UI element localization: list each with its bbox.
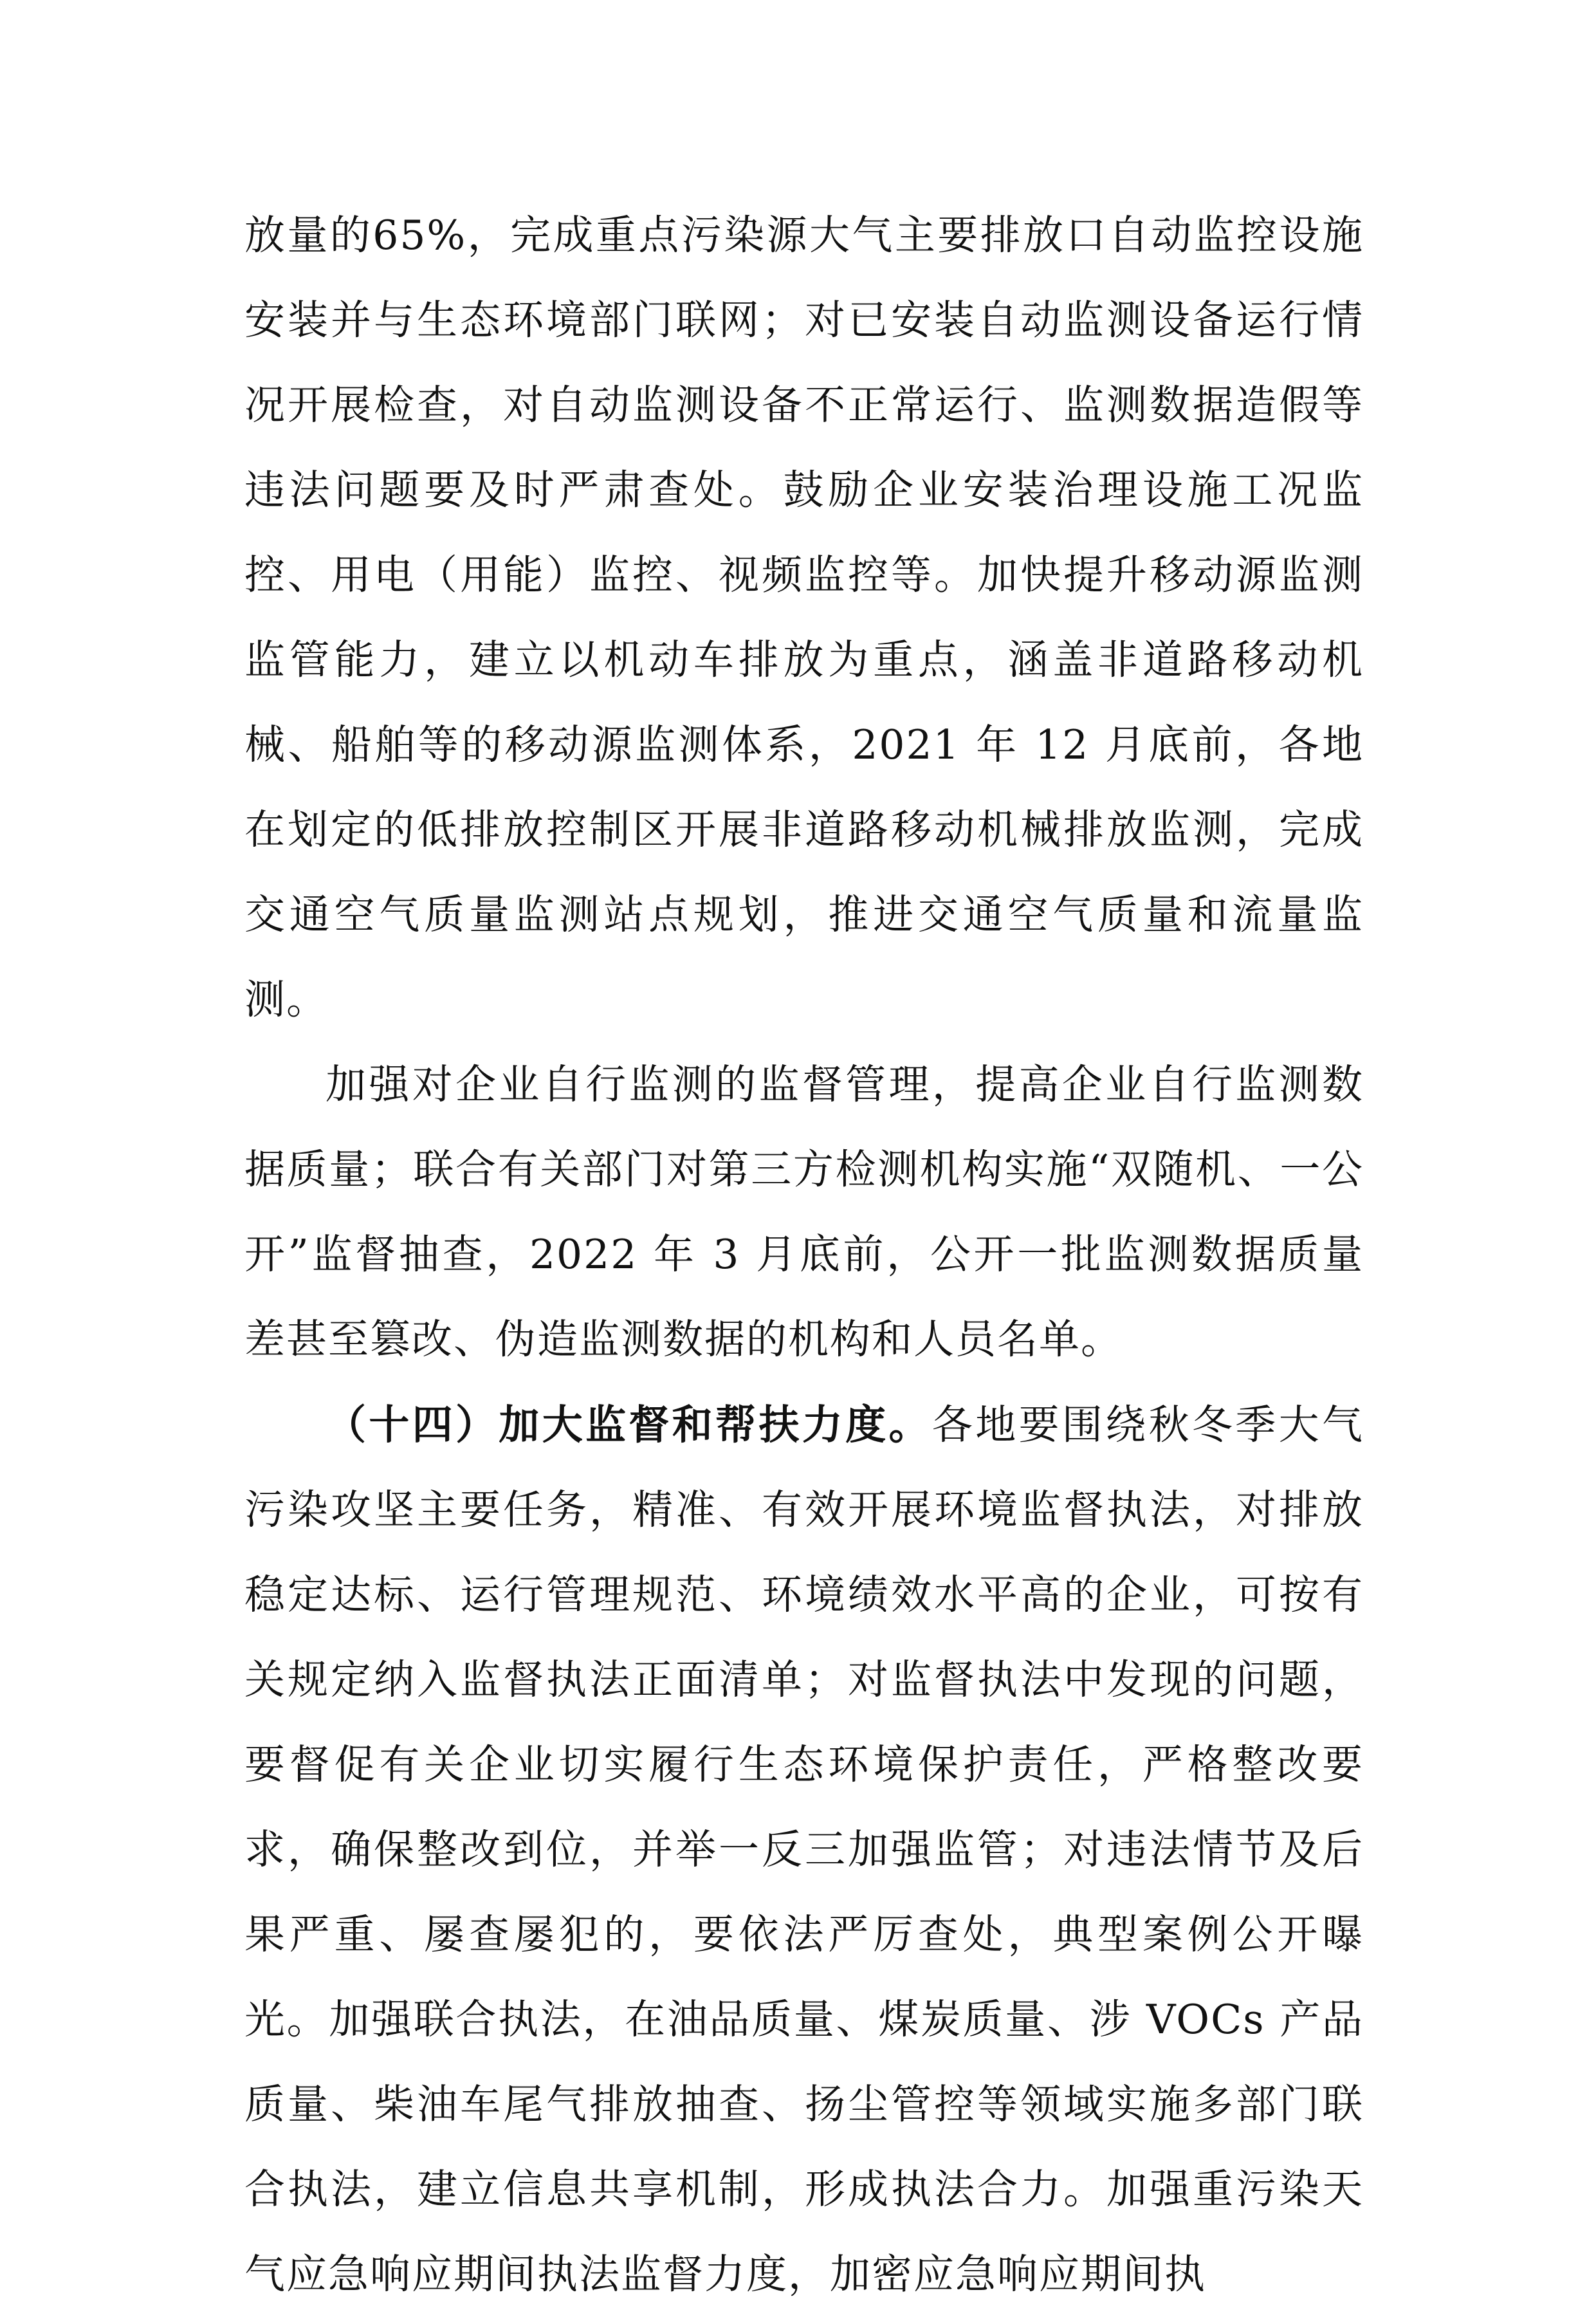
paragraph-text: 放量的65%，完成重点污染源大气主要排放口自动监控设施安装并与生态环境部门联网；对已安装自动监测设备运行情况开展检查，对自动监测设备不正常运行、监测数据造假等违法问题要及时严肃查处。鼓励企业安装治理设施工况监控、用电（用能）监控、视频监控等。加快提升移动源监测监管能力，建立以机动车排放为重点，涵盖非道路移动机械、船舶等的移动源监测体系，2021 年 12 月底前，各地在划定的低排放控制区开展非道路移动机械排放监测，完成交通空气质量监测站点规划，推进交通空气质量和流量监测。 [244,212,1364,1023]
section-heading-inline: （十四）加大监督和帮扶力度。 [326,1401,932,1448]
paragraph-section-14 [244,1382,1364,2317]
paragraph-text: 加强对企业自行监测的监督管理，提高企业自行监测数据质量；联合有关部门对第三方检测机构实施“双随机、一公开”监督抽查，2022 年 3 月底前，公开一批监测数据质量差甚至篡改、伪造监测数据的机构和人员名单。 [244,1061,1364,1363]
paragraph-self-monitoring [244,1042,1364,1382]
document-body [244,193,1364,2317]
paragraph-continued [244,193,1364,1042]
paragraph-text: 各地要围绕秋冬季大气污染攻坚主要任务，精准、有效开展环境监督执法，对排放稳定达标、运行管理规范、环境绩效水平高的企业，可按有关规定纳入监督执法正面清单；对监督执法中发现的问题，要督促有关企业切实履行生态环境保护责任，严格整改要求，确保整改到位，并举一反三加强监管；对违法情节及后果严重、屡查屡犯的，要依法严厉查处，典型案例公开曝光。加强联合执法，在油品质量、煤炭质量、涉 VOCs 产品质量、柴油车尾气排放抽查、扬尘管控等领域实施多部门联合执法，建立信息共享机制，形成执法合力。加强重污染天气应急响应期间执法监督力度，加密应急响应期间执 [244,1401,1364,2298]
